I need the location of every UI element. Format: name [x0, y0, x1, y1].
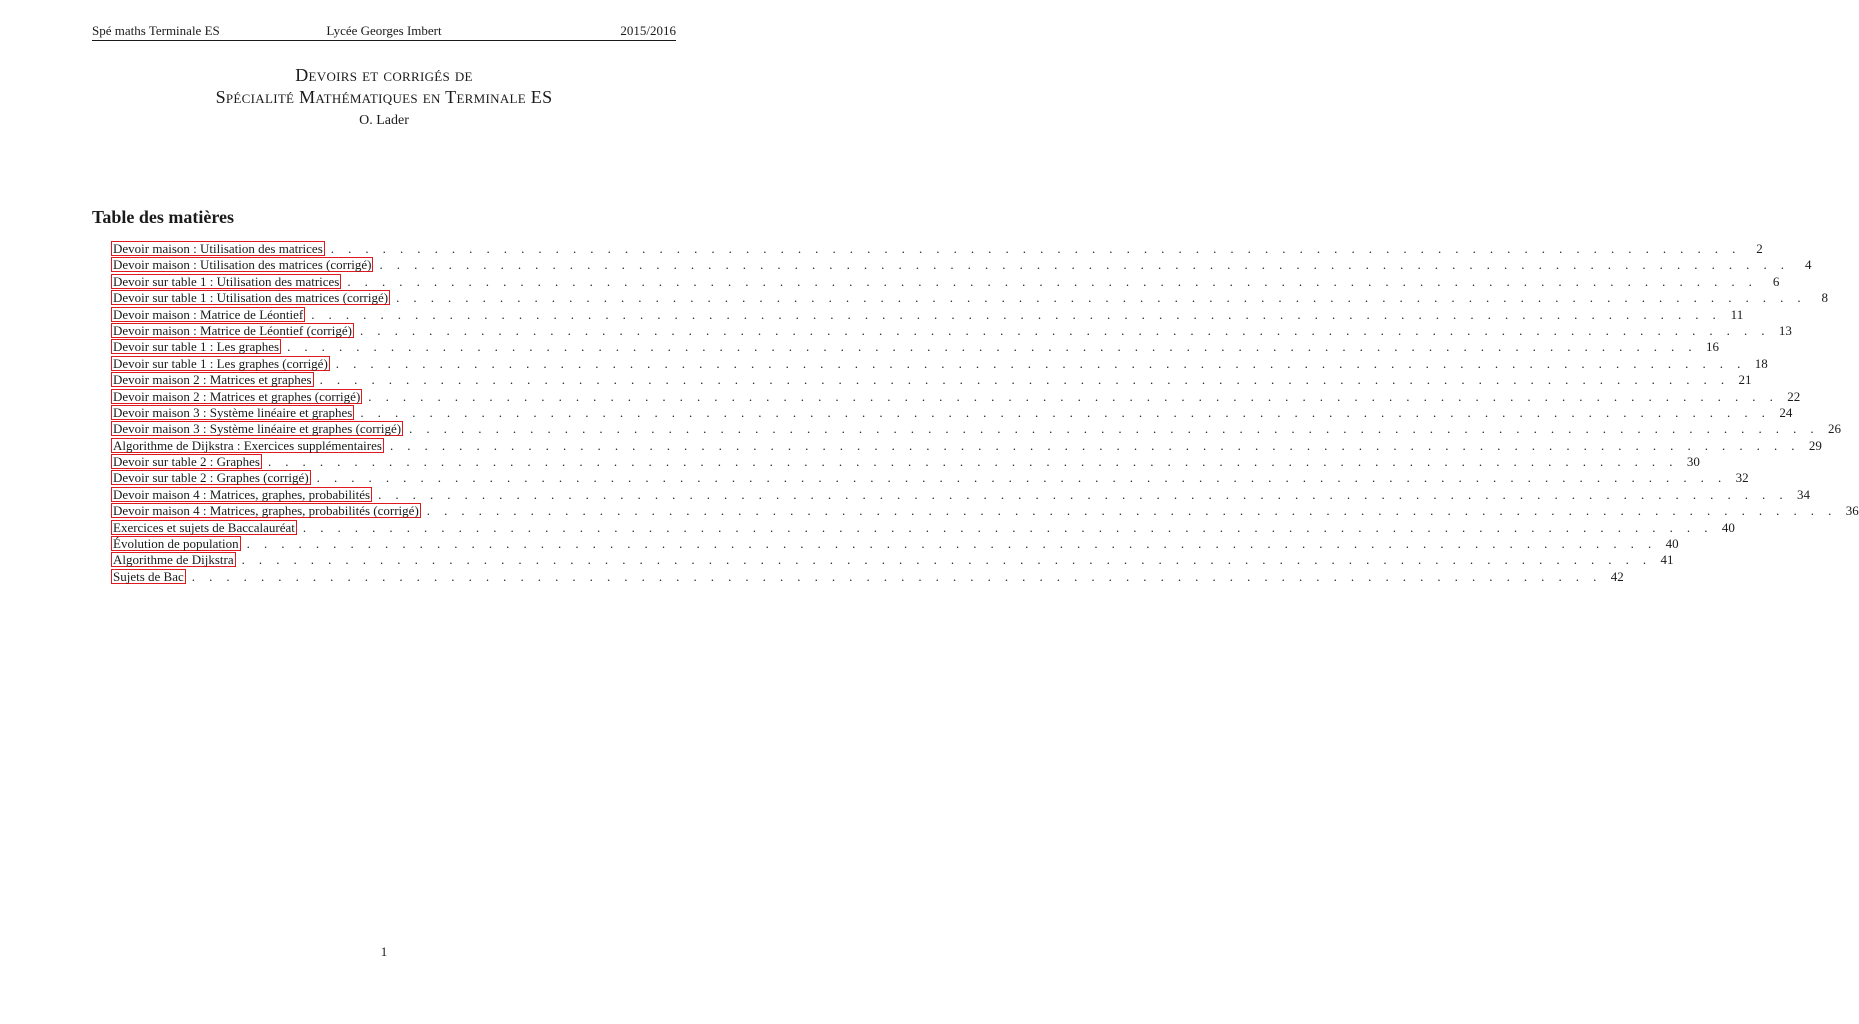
header-school: Lycée Georges Imbert: [326, 23, 442, 38]
toc-entry: [111, 552, 1674, 568]
toc-page-number: 4: [1804, 257, 1812, 273]
toc-dot-leader: . . . . . . . . . . . . . . . . . . . . . . . . . . . . . . . . . . . . . . . . . . . . . . . . . . . . . . . . . . . . . . . . . . . . . . . . . . . . . . . . . .: [287, 339, 1698, 355]
title-block: [92, 64, 676, 130]
toc-heading: Table des matières: [92, 207, 234, 227]
toc-dot-leader: . . . . . . . . . . . . . . . . . . . . . . . . . . . . . . . . . . . . . . . . . . . . . . . . . . . . . . . . . . . . . . . . . . . . . . . . . . . . . . . . . .: [302, 519, 1713, 535]
toc-entry-link[interactable]: Algorithme de Dijkstra : Exercices supplémentaires: [113, 437, 382, 453]
toc-entry-link[interactable]: Exercices et sujets de Baccalauréat: [113, 519, 295, 535]
toc-entry: [111, 437, 1822, 454]
toc-dot-leader: . . . . . . . . . . . . . . . . . . . . . . . . . . . . . . . . . . . . . . . . . . . . . . . . . . . . . . . . . . . . . . . . . . . . . . . . . . . . . . . . . .: [396, 290, 1807, 306]
toc-entry-link[interactable]: Devoir maison : Matrice de Léontief: [113, 306, 304, 322]
toc-entry: [111, 372, 1752, 388]
toc-entry-link[interactable]: Devoir maison 4 : Matrices, graphes, probabilités (corrigé): [113, 503, 419, 519]
toc-page-number: 36: [1845, 503, 1859, 519]
toc-entry-link[interactable]: Devoir sur table 1 : Les graphes: [113, 339, 280, 355]
toc-entry: [111, 568, 1624, 585]
toc-dot-leader: . . . . . . . . . . . . . . . . . . . . . . . . . . . . . . . . . . . . . . . . . . . . . . . . . . . . . . . . . . . . . . . . . . . . . . . . . . . . . . . . . .: [368, 388, 1779, 404]
toc-entry: [111, 486, 1811, 503]
toc-entry: [111, 470, 1749, 486]
toc-dot-leader: . . . . . . . . . . . . . . . . . . . . . . . . . . . . . . . . . . . . . . . . . . . . . . . . . . . . . . . . . . . . . . . . . . . . . . . . . . . . . . . . . .: [347, 273, 1758, 289]
toc-entry-link[interactable]: Devoir sur table 2 : Graphes (corrigé): [113, 470, 309, 486]
header-course: Spé maths Terminale ES: [92, 23, 220, 38]
toc-entry: [111, 421, 1842, 437]
toc-page-number: 29: [1808, 437, 1822, 453]
toc-entry-link[interactable]: Devoir maison 2 : Matrices et graphes: [113, 372, 312, 388]
toc-dot-leader: . . . . . . . . . . . . . . . . . . . . . . . . . . . . . . . . . . . . . . . . . . . . . . . . . . . . . . . . . . . . . . . . . . . . . . . . . . . . . . . . . .: [379, 257, 1790, 273]
toc-entry: [111, 503, 1859, 519]
toc-entry: [111, 290, 1829, 306]
toc-page-number: 41: [1660, 552, 1674, 568]
toc-entry-link[interactable]: Devoir maison : Utilisation des matrices (corrigé): [113, 257, 372, 273]
toc-entry-link[interactable]: Sujets de Bac: [113, 568, 184, 584]
running-header: [92, 22, 676, 40]
toc-entry-link[interactable]: Devoir sur table 1 : Utilisation des matrices: [113, 273, 340, 289]
toc-page-number: 6: [1772, 273, 1780, 289]
document-title-line-1: Devoirs et corrigés de: [295, 65, 473, 85]
toc-entry: [111, 536, 1679, 552]
toc-entry: [111, 404, 1793, 421]
toc-dot-leader: . . . . . . . . . . . . . . . . . . . . . . . . . . . . . . . . . . . . . . . . . . . . . . . . . . . . . . . . . . . . . . . . . . . . . . . . . . . . . . . . . .: [267, 454, 1678, 470]
toc-dot-leader: . . . . . . . . . . . . . . . . . . . . . . . . . . . . . . . . . . . . . . . . . . . . . . . . . . . . . . . . . . . . . . . . . . . . . . . . . . . . . . . . . .: [330, 241, 1741, 256]
toc-entry: [111, 388, 1801, 405]
toc-dot-leader: . . . . . . . . . . . . . . . . . . . . . . . . . . . . . . . . . . . . . . . . . . . . . . . . . . . . . . . . . . . . . . . . . . . . . . . . . . . . . . . . . .: [191, 568, 1602, 584]
toc-dot-leader: . . . . . . . . . . . . . . . . . . . . . . . . . . . . . . . . . . . . . . . . . . . . . . . . . . . . . . . . . . . . . . . . . . . . . . . . . . . . . . . . . .: [359, 322, 1770, 338]
toc-page-number: 30: [1686, 454, 1700, 470]
toc-page-number: 34: [1797, 486, 1811, 502]
toc-entry-link[interactable]: Algorithme de Dijkstra: [113, 552, 234, 568]
header-rule: [92, 40, 676, 41]
toc-dot-leader: . . . . . . . . . . . . . . . . . . . . . . . . . . . . . . . . . . . . . . . . . . . . . . . . . . . . . . . . . . . . . . . . . . . . . . . . . . . . . . . . . .: [316, 470, 1727, 486]
page-number: 1: [380, 944, 388, 959]
toc-entry-link[interactable]: Devoir sur table 1 : Les graphes (corrigé): [113, 355, 328, 371]
toc-entry-link[interactable]: Devoir maison : Utilisation des matrices: [113, 241, 323, 256]
document-title-line-2: Spécialité Mathématiques en Terminale ES: [215, 87, 553, 107]
toc-page-number: 8: [1821, 290, 1829, 306]
toc-dot-leader: . . . . . . . . . . . . . . . . . . . . . . . . . . . . . . . . . . . . . . . . . . . . . . . . . . . . . . . . . . . . . . . . . . . . . . . . . . . . . . . . . .: [389, 437, 1800, 453]
toc-page-number: 2: [1756, 241, 1763, 256]
toc-dot-leader: . . . . . . . . . . . . . . . . . . . . . . . . . . . . . . . . . . . . . . . . . . . . . . . . . . . . . . . . . . . . . . . . . . . . . . . . . . . . . . . . . .: [246, 536, 1657, 552]
toc-dot-leader: . . . . . . . . . . . . . . . . . . . . . . . . . . . . . . . . . . . . . . . . . . . . . . . . . . . . . . . . . . . . . . . . . . . . . . . . . . . . . . . . . .: [319, 372, 1730, 388]
toc-entry-link[interactable]: Devoir maison : Matrice de Léontief (corrigé): [113, 322, 352, 338]
toc-dot-leader: . . . . . . . . . . . . . . . . . . . . . . . . . . . . . . . . . . . . . . . . . . . . . . . . . . . . . . . . . . . . . . . . . . . . . . . . . . . . . . . . . .: [360, 404, 1771, 420]
toc-entry-link[interactable]: Devoir maison 3 : Système linéaire et graphes (corrigé): [113, 421, 402, 437]
toc-dot-leader: . . . . . . . . . . . . . . . . . . . . . . . . . . . . . . . . . . . . . . . . . . . . . . . . . . . . . . . . . . . . . . . . . . . . . . . . . . . . . . . . . .: [426, 503, 1837, 519]
toc-entry: [111, 241, 1763, 257]
toc-page-number: 21: [1738, 372, 1752, 388]
toc-entry: [111, 306, 1744, 323]
toc-dot-leader: . . . . . . . . . . . . . . . . . . . . . . . . . . . . . . . . . . . . . . . . . . . . . . . . . . . . . . . . . . . . . . . . . . . . . . . . . . . . . . . . . .: [378, 486, 1789, 502]
toc-entry-link[interactable]: Devoir maison 2 : Matrices et graphes (corrigé): [113, 388, 361, 404]
toc-dot-leader: . . . . . . . . . . . . . . . . . . . . . . . . . . . . . . . . . . . . . . . . . . . . . . . . . . . . . . . . . . . . . . . . . . . . . . . . . . . . . . . . . .: [241, 552, 1652, 568]
toc-page-number: 26: [1828, 421, 1842, 437]
toc-entry: [111, 454, 1700, 470]
toc-dot-leader: . . . . . . . . . . . . . . . . . . . . . . . . . . . . . . . . . . . . . . . . . . . . . . . . . . . . . . . . . . . . . . . . . . . . . . . . . . . . . . . . . .: [311, 306, 1722, 322]
toc-page-number: 13: [1778, 322, 1792, 338]
toc-entry-link[interactable]: Devoir maison 4 : Matrices, graphes, probabilités: [113, 486, 371, 502]
toc-page-number: 32: [1735, 470, 1749, 486]
toc-page-number: 40: [1665, 536, 1679, 552]
table-of-contents: [111, 241, 1859, 585]
toc-entry: [111, 355, 1768, 372]
toc-entry-link[interactable]: Devoir sur table 2 : Graphes: [113, 454, 260, 470]
toc-entry: [111, 339, 1720, 355]
toc-entry: [111, 257, 1812, 273]
toc-entry-link[interactable]: Devoir maison 3 : Système linéaire et graphes: [113, 404, 353, 420]
toc-entry-link[interactable]: Devoir sur table 1 : Utilisation des matrices (corrigé): [113, 290, 389, 306]
author: O. Lader: [359, 113, 409, 128]
toc-page-number: 42: [1610, 568, 1624, 584]
toc-page-number: 24: [1779, 404, 1793, 420]
toc-entry: [111, 519, 1735, 536]
toc-page-number: 40: [1721, 519, 1735, 535]
toc-page-number: 22: [1787, 388, 1801, 404]
toc-page-number: 11: [1730, 306, 1744, 322]
toc-dot-leader: . . . . . . . . . . . . . . . . . . . . . . . . . . . . . . . . . . . . . . . . . . . . . . . . . . . . . . . . . . . . . . . . . . . . . . . . . . . . . . . . . .: [409, 421, 1820, 437]
toc-page-number: 16: [1706, 339, 1720, 355]
header-year: 2015/2016: [620, 23, 676, 38]
toc-entry: [111, 273, 1780, 290]
toc-entry-link[interactable]: Évolution de population: [113, 536, 239, 552]
toc-dot-leader: . . . . . . . . . . . . . . . . . . . . . . . . . . . . . . . . . . . . . . . . . . . . . . . . . . . . . . . . . . . . . . . . . . . . . . . . . . . . . . . . . .: [335, 355, 1746, 371]
toc-page-number: 18: [1754, 355, 1768, 371]
toc-entry: [111, 322, 1792, 339]
